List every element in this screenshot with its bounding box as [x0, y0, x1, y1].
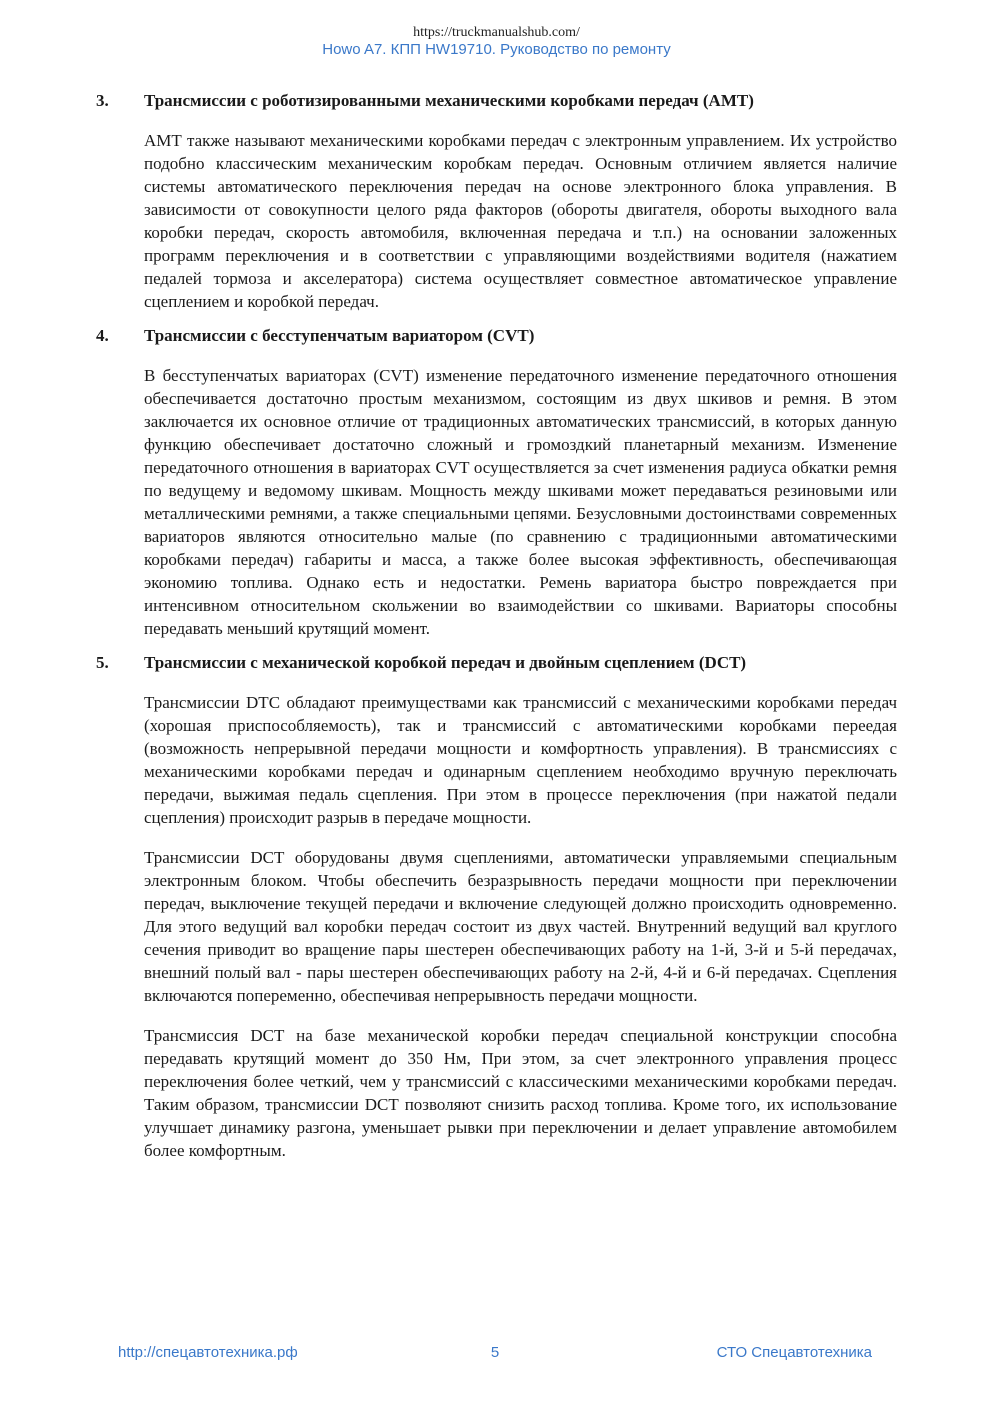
- paragraph: АМТ также называют механическими коробками передач с электронным управлением. Их устройство подобно классическим механическим коробкам передач. Основным отличием является наличие системы автоматического переключения передач на основе электронного блока управления. В зависимости от совокупности целого ряда факторов (обороты двигателя, обороты выходного вала коробки передач, скорость автомобиля, включенная передача и т.п.) на основании заложенных программ переключения и в соответствии с управляющими воздействиями водителя (нажатием педалей тормоза и акселератора) система осуществляет совместное автоматическое управление сцеплением и коробкой передач.: [144, 131, 897, 311]
- paragraph: Трансмиссии DTC обладают преимуществами как трансмиссий с механическими коробками передач (хорошая приспособляемость), так и трансмиссий с автоматическими коробками переедая (возможность непрерывной передачи мощности и комфортность управления). В трансмиссиях с механическими коробками передач и одинарным сцеплением необходимо вручную переключать передачи, выжимая педаль сцепления. При этом в процессе переключения (при нажатой педали сцепления) происходит разрыв в передаче мощности.: [144, 693, 897, 827]
- section-dct: [96, 652, 897, 1162]
- section-number: 4.: [96, 326, 109, 345]
- section-title: Трансмиссии с механической коробкой передач и двойным сцеплением (DCT): [144, 653, 747, 672]
- paragraph: В бесступенчатых вариаторах (CVT) изменение передаточного изменение передаточного отношения обеспечивается достаточно простым механизмом, состоящим из двух шкивов и ремня. В этом заключается их основное отличие от традиционных автоматических трансмиссий, в которых данную функцию обеспечивает достаточно сложный и громоздкий планетарный механизм. Изменение передаточного отношения в вариаторах CVT осуществляется за счет изменения радиуса обкатки ремня по ведущему и ведомому шкивам. Мощность между шкивами может передаваться резиновыми или металлическими ремнями, а также специальными цепями. Безусловными достоинствами современных вариаторов являются относительно малые (по сравнению с традиционными автоматическими коробками передач) габариты и масса, а также более высокая эффективность, обеспечивающая экономию топлива. Однако есть и недостатки. Ремень вариатора быстро повреждается при интенсивном относительном скольжении во взаимодействии со шкивами. Вариаторы способны передавать меньший крутящий момент.: [144, 366, 897, 638]
- page-footer: [118, 1343, 872, 1363]
- paragraph: Трансмиссия DCT на базе механической коробки передач специальной конструкции способна передавать крутящий момент до 350 Нм, При этом, за счет электронного управления процесс переключения более четкий, чем у трансмиссий с классическими механическими коробками передач. Таким образом, трансмиссии DCT позволяют снизить расход топлива. Кроме того, их использование улучшает динамику разгона, уменьшает рывки при переключении и делает управление автомобилем более комфортным.: [144, 1026, 897, 1160]
- header-url[interactable]: https://truckmanualshub.com/: [413, 25, 580, 40]
- section-amt: [96, 90, 897, 313]
- section-number: 3.: [96, 91, 109, 110]
- paragraph: Трансмиссии DCT оборудованы двумя сцеплениями, автоматически управляемыми специальным электронным блоком. Чтобы обеспечить безразрывность передачи мощности при переключении передач, выключение текущей передачи и включение следующей должно происходить одновременно. Для этого ведущий вал коробки передач состоит из двух частей. Внутренний ведущий вал круглого сечения приводит во вращение пары шестерен обеспечивающих работу на 1-й, 3-й и 5-й передачах, внешний полый вал - пары шестерен обеспечивающих работу на 2-й, 4-й и 6-й передачах. Сцепления включаются попеременно, обеспечивая непрерывность передачи мощности.: [144, 848, 897, 1005]
- section-heading: [96, 652, 897, 674]
- footer-company-name: СТО Спецавтотехника: [716, 1344, 872, 1361]
- section-number: 5.: [96, 653, 109, 672]
- section-cvt: [96, 325, 897, 640]
- page-number: 5: [490, 1344, 500, 1361]
- section-heading: [96, 325, 897, 347]
- section-title: Трансмиссии с бесступенчатым вариатором (CVT): [144, 326, 535, 345]
- section-title: Трансмиссии с роботизированными механическими коробками передач (АМТ): [144, 91, 754, 110]
- section-heading: [96, 90, 897, 112]
- document-body: [96, 90, 897, 1174]
- footer-website-link[interactable]: http://спецавтотехника.рф: [118, 1344, 298, 1361]
- header-title: Howo A7. КПП HW19710. Руководство по ремонту: [322, 41, 671, 58]
